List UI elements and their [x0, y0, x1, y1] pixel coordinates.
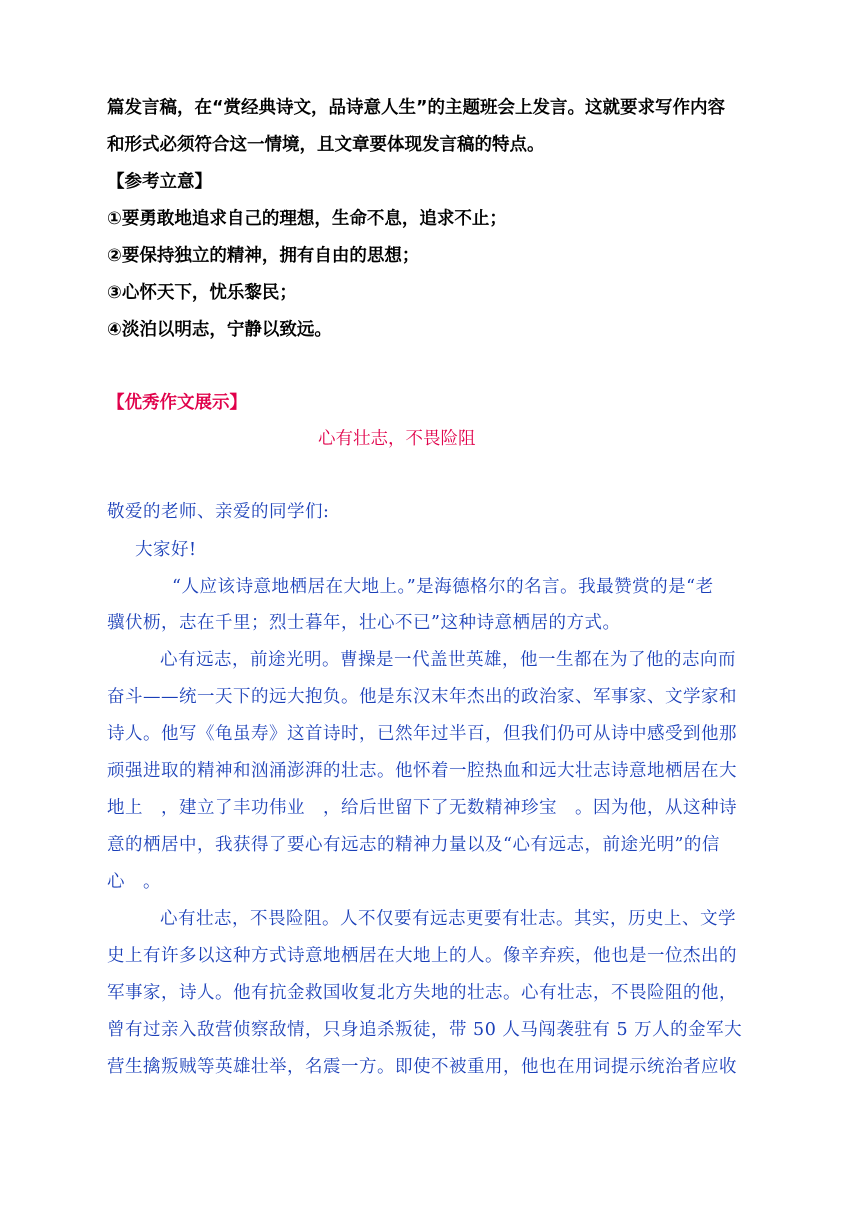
essay-line: “人应该诗意地栖居在大地上。”是海德格尔的名言。我最赞赏的是“老: [172, 577, 714, 597]
essay-line: 军事家，诗人。他有抗金救国收复北方失地的壮志。心有壮志，不畏险阻的他，: [107, 983, 737, 1003]
essay-line: 史上有许多以这种方式诗意地栖居在大地上的人。像辛弃疾，他也是一位杰出的: [107, 946, 737, 966]
essay-title: 心有壮志，不畏险阻: [318, 429, 476, 449]
essay-line: 曾有过亲入敌营侦察敌情，只身追杀叛徒，带 50 人马闯袭驻有 5 万人的金军大: [107, 1020, 743, 1040]
reference-point: ①要勇敢地追求自己的理想，生命不息，追求不止；: [107, 209, 507, 229]
essay-line: 意的栖居中，我获得了要心有远志的精神力量以及“心有远志，前途光明”的信: [107, 835, 720, 855]
essay-line: 营生擒叛贼等英雄壮举，名震一方。即使不被重用，他也在用词提示统治者应收: [107, 1057, 737, 1077]
reference-point: ②要保持独立的精神，拥有自由的思想；: [107, 246, 420, 266]
essay-line: 奋斗——统一天下的远大抱负。他是东汉末年杰出的政治家、军事家、文学家和: [107, 687, 737, 707]
essay-line: 地上 ，建立了丰功伟业 ，给后世留下了无数精神珍宝 。因为他，从这种诗: [107, 798, 737, 818]
intro-line: 篇发言稿，在“赏经典诗文，品诗意人生”的主题班会上发言。这就要求写作内容: [107, 98, 726, 118]
essay-line: 心 。: [107, 872, 161, 892]
essay-line: 顽强进取的精神和汹涌澎湃的壮志。他怀着一腔热血和远大壮志诗意地栖居在大: [107, 761, 737, 781]
reference-point: ③心怀天下，忧乐黎民；: [107, 283, 297, 303]
intro-line: 和形式必须符合这一情境，且文章要体现发言稿的特点。: [107, 135, 545, 155]
reference-heading: 【参考立意】: [107, 172, 212, 192]
essay-salutation: 敬爱的老师、亲爱的同学们:: [107, 502, 330, 522]
essay-greeting: 大家好!: [135, 540, 197, 560]
reference-point: ④淡泊以明志，宁静以致远。: [107, 320, 332, 340]
essay-line: 心有壮志，不畏险阻。人不仅要有远志更要有壮志。其实，历史上、文学: [160, 909, 736, 929]
essay-line: 骥伏枥，志在千里；烈士暮年，壮心不已”这种诗意栖居的方式。: [107, 613, 621, 633]
essay-line: 诗人。他写《龟虽寿》这首诗时，已然年过半百，但我们仍可从诗中感受到他那: [107, 724, 737, 744]
essay-line: 心有远志，前途光明。曹操是一代盖世英雄，他一生都在为了他的志向而: [160, 650, 736, 670]
showcase-heading: 【优秀作文展示】: [107, 393, 247, 413]
